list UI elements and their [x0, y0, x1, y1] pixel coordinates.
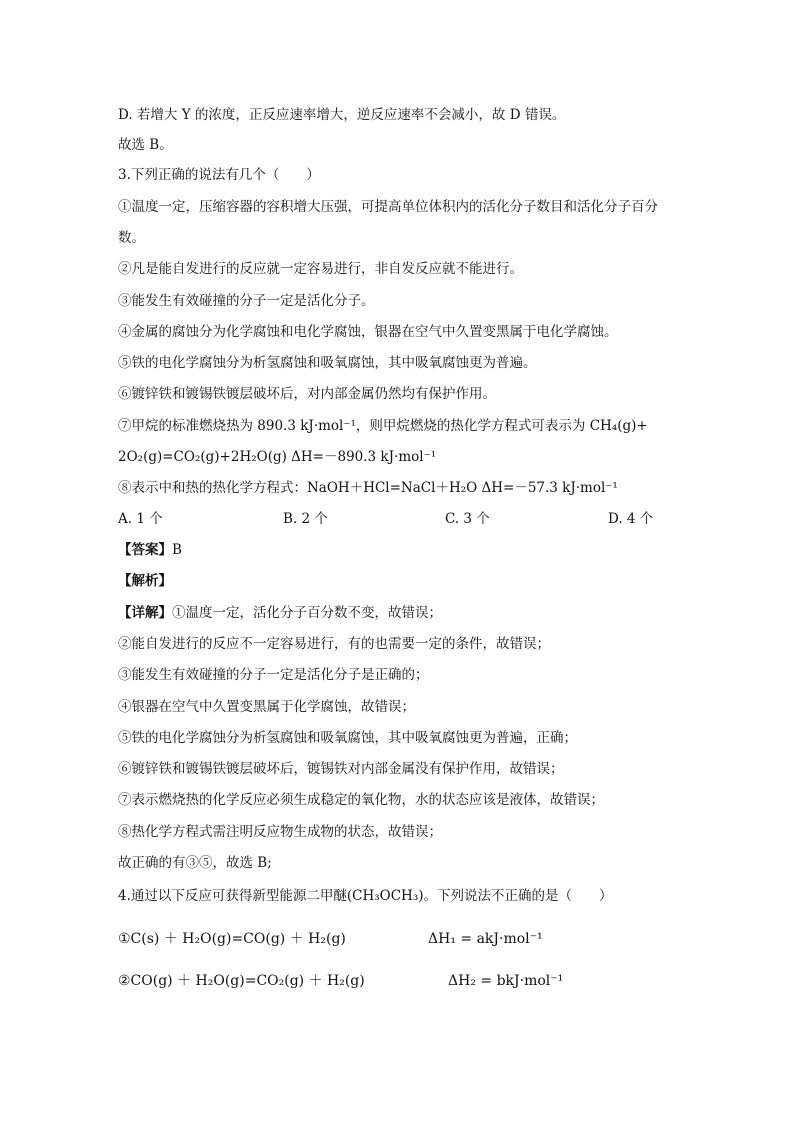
statement-4: ④金属的腐蚀分为化学腐蚀和电化学腐蚀，银器在空气中久置变黑属于电化学腐蚀。: [118, 324, 618, 340]
equation-1: ①C(s) ＋ H₂O(g)=CO(g) ＋ H₂(g): [118, 931, 346, 947]
option-a: A. 1 个: [118, 511, 163, 527]
detail-line-6: ⑥镀锌铁和镀锡铁镀层破坏后，镀锡铁对内部金属没有保护作用，故错误；: [118, 761, 564, 777]
statement-6: ⑥镀锌铁和镀锡铁镀层破坏后，对内部金属仍然均有保护作用。: [118, 386, 496, 402]
option-d: D. 4 个: [608, 511, 654, 527]
question-3-title: 3.下列正确的说法有几个（ ）: [118, 167, 320, 183]
question-4-title: 4.通过以下反应可获得新型能源二甲醚(CH₃OCH₃)。下列说法不正确的是（ ）: [118, 888, 613, 904]
answer-line: [118, 540, 182, 560]
text-line: D. 若增大 Y 的浓度，正反应速率增大，逆反应速率不会减小，故 D 错误。: [118, 107, 566, 123]
statement-1-cont: 数。: [118, 230, 145, 246]
text-line: 故选 B。: [118, 137, 173, 153]
equation-2: ②CO(g) ＋ H₂O(g)=CO₂(g) ＋ H₂(g): [118, 973, 365, 989]
detail-label: 【详解】: [118, 605, 172, 621]
answer-label: 【答案】: [118, 542, 172, 558]
option-b: B. 2 个: [283, 511, 328, 527]
detail-text: ①温度一定，活化分子百分数不变，故错误；: [172, 605, 442, 621]
detail-line-4: ④银器在空气中久置变黑属于化学腐蚀，故错误；: [118, 699, 415, 715]
statement-7: ⑦甲烷的标准燃烧热为 890.3 kJ·mol⁻¹，则甲烷燃烧的热化学方程式可表示为 CH₄(g)+: [118, 418, 648, 434]
statement-7-cont: 2O₂(g)=CO₂(g)+2H₂O(g) ΔH=－890.3 kJ·mol⁻¹: [118, 449, 437, 465]
statement-8: ⑧表示中和热的热化学方程式：NaOH＋HCl=NaCl＋H₂O ΔH=－57.3 kJ·mol⁻¹: [118, 480, 618, 496]
detail-line-7: ⑦表示燃烧热的化学反应必须生成稳定的氧化物，水的状态应该是液体，故错误；: [118, 792, 604, 808]
option-c: C. 3 个: [445, 511, 490, 527]
analysis-label: 【解析】: [118, 573, 172, 589]
detail-line-5: ⑤铁的电化学腐蚀分为析氢腐蚀和吸氧腐蚀，其中吸氧腐蚀更为普遍，正确；: [118, 730, 577, 746]
detail-line-2: ②能自发进行的反应不一定容易进行，有的也需要一定的条件，故错误；: [118, 636, 550, 652]
enthalpy-1: ΔH₁ = akJ·mol⁻¹: [428, 931, 543, 947]
conclusion: 故正确的有③⑤，故选 B;: [118, 855, 272, 871]
statement-1: ①温度一定，压缩容器的容积增大压强，可提高单位体积内的活化分子数目和活化分子百分: [118, 199, 658, 215]
detail-line-8: ⑧热化学方程式需注明反应物生成物的状态，故错误；: [118, 824, 442, 840]
statement-5: ⑤铁的电化学腐蚀分为析氢腐蚀和吸氧腐蚀，其中吸氧腐蚀更为普遍。: [118, 355, 537, 371]
detail-line-1: [118, 603, 442, 623]
statement-3: ③能发生有效碰撞的分子一定是活化分子。: [118, 293, 375, 309]
answer-value: B: [172, 542, 182, 558]
enthalpy-2: ΔH₂ = bkJ·mol⁻¹: [448, 973, 564, 989]
statement-2: ②凡是能自发进行的反应就一定容易进行，非自发反应就不能进行。: [118, 261, 523, 277]
detail-line-3: ③能发生有效碰撞的分子一定是活化分子是正确的；: [118, 667, 429, 683]
